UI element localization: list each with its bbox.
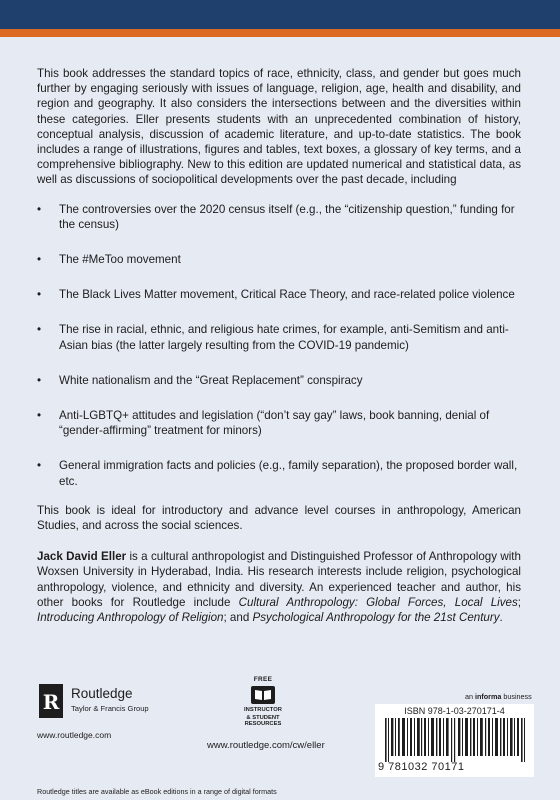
accent-stripe <box>0 29 560 37</box>
author-bio-sep: ; and <box>223 611 253 625</box>
publisher-name: Routledge <box>71 686 133 701</box>
blurb <box>37 66 521 625</box>
informa-prefix: an <box>465 692 475 701</box>
topic-item <box>37 287 521 302</box>
informa-suffix: business <box>501 692 532 701</box>
bullet-icon: • <box>37 323 42 337</box>
badge-free-label: FREE <box>253 676 273 683</box>
bullet-icon: • <box>37 409 42 423</box>
topic-text: The #MeToo movement <box>59 253 181 267</box>
author-name: Jack David Eller <box>37 550 127 564</box>
author-book-title: Introducing Anthropology of Religion <box>37 611 224 625</box>
ebook-note: Routledge titles are available as eBook editions in a range of digital formats <box>37 787 277 796</box>
audience-note: This book is ideal for introductory and advance level courses in anthropology, American Studies, and across the social sciences. <box>37 503 521 533</box>
publisher-group: Taylor & Francis Group <box>71 704 149 713</box>
book-description: This book addresses the standard topics of race, ethnicity, class, and gender but goes much further by engaging seriously with issues of language, religion, age, health and disability, and region and geography. It also considers the intersections between and the diversities within these categories. Eller presents students with an unprecedented combination of history, conceptual analysis, discussion of academic literature, and up-to-date statistics. The book includes a range of illustrations, figures and tables, text boxes, a glossary of key terms, and a comprehensive bibliography. New to this edition are updated numerical and statistical data, as well as discussions of sociopolitical developments over the past decade, including <box>37 67 521 187</box>
topic-item <box>37 322 521 352</box>
routledge-logo-icon <box>38 683 66 721</box>
bullet-icon: • <box>37 288 42 302</box>
topic-text: General immigration facts and policies (e.g., family separation), the proposed border wall, etc. <box>59 459 518 488</box>
topic-text: The rise in racial, ethnic, and religious hate crimes, for example, anti-Semitism and anti-Asian bias (the latter largely resulting from the COVID-19 pandemic) <box>59 323 509 352</box>
author-book-title: Psychological Anthropology for the 21st Century <box>252 611 500 625</box>
author-bio-end: . <box>499 611 503 625</box>
topics-list <box>37 202 521 489</box>
author-book-title: Cultural Anthropology: Global Forces, Local Lives <box>238 595 518 609</box>
informa-brand: informa <box>475 692 502 701</box>
topic-item <box>37 408 521 438</box>
free-resources-badge <box>238 676 288 734</box>
bullet-icon: • <box>37 202 42 216</box>
topic-text: Anti-LGBTQ+ attitudes and legislation (“don’t say gay” laws, book banning, denial of “gender-affirming” treatment for minors) <box>59 409 490 438</box>
badge-line: INSTRUCTOR <box>244 707 282 713</box>
bullet-icon: • <box>37 459 42 473</box>
barcode-icon <box>383 718 528 762</box>
barcode-digits: 9 781032 70171 <box>378 761 465 773</box>
topic-item <box>37 202 521 232</box>
bullet-icon: • <box>37 373 42 387</box>
isbn-barcode <box>375 704 534 777</box>
author-bio-text: is a cultural anthropologist and Distinguished Professor of Anthropology with Woxsen University in Hyderabad, India. His research interests include religion, psychological anthropology, violence, and ethnicity and diversity. An experienced teacher and author, his other books for Routledge include <box>37 550 521 609</box>
badge-line: & STUDENT RESOURCES <box>244 715 282 727</box>
topic-item <box>37 373 521 388</box>
bullet-icon: • <box>37 253 42 267</box>
informa-tagline <box>465 692 532 701</box>
topic-text: The Black Lives Matter movement, Critical Race Theory, and race-related police violence <box>59 288 515 302</box>
isbn-number: ISBN 978-1-03-270171-4 <box>404 706 505 716</box>
resources-url[interactable]: www.routledge.com/cw/eller <box>207 740 325 751</box>
top-band <box>0 0 560 29</box>
topic-item <box>37 252 521 267</box>
author-bio <box>37 549 521 625</box>
cover-footer <box>0 676 560 800</box>
logo-mark-letter: R <box>42 690 60 714</box>
topic-text: The controversies over the 2020 census itself (e.g., the “citizenship question,” funding for the census) <box>59 202 515 231</box>
author-bio-sep: ; <box>517 595 521 609</box>
publisher-url[interactable]: www.routledge.com <box>37 730 112 740</box>
topic-text: White nationalism and the “Great Replacement” conspiracy <box>59 373 363 387</box>
publisher-logo <box>38 680 198 724</box>
topic-item <box>37 458 521 488</box>
open-book-icon <box>251 686 275 704</box>
